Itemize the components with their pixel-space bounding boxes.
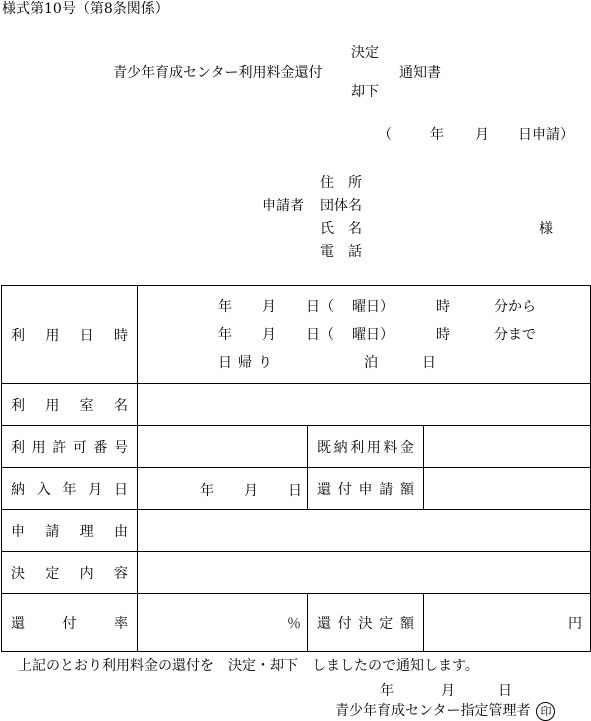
application-date-open: （ <box>378 127 392 143</box>
row-usage-datetime <box>2 286 591 384</box>
applicant-label: 申請者 <box>262 198 304 214</box>
footer-month: 月 <box>441 683 455 699</box>
row-reason <box>2 510 591 552</box>
applicant-honorific: 様 <box>539 221 553 237</box>
footer-issuer: 青少年育成センター指定管理者 <box>335 703 531 719</box>
payment-date-label: 納 入 年 月 日 <box>2 468 138 510</box>
refund-requested-field[interactable] <box>424 468 591 510</box>
title-option-decide: 決定 <box>351 45 379 61</box>
applicant-address-label: 住 所 <box>320 175 362 191</box>
row-payment <box>2 468 591 510</box>
payment-date-field[interactable]: 年 月 日 <box>138 468 308 510</box>
decision-field[interactable] <box>138 552 591 594</box>
decision-label: 決 定 内 容 <box>2 552 138 594</box>
applicant-phone-label: 電 話 <box>320 244 362 260</box>
reason-field[interactable] <box>138 510 591 552</box>
paid-fee-label: 既 納 利 用 料 金 <box>308 426 424 468</box>
room-name-field[interactable] <box>138 384 591 426</box>
percent-unit: ％ <box>287 615 301 632</box>
permit-no-field[interactable] <box>138 426 308 468</box>
row-room-name <box>2 384 591 426</box>
refund-requested-label: 還 付 申 請 額 <box>308 468 424 510</box>
refund-form-table <box>1 285 591 652</box>
application-date-year: 年 <box>430 127 444 143</box>
usage-datetime-label: 利 用 日 時 <box>2 286 138 384</box>
footer-issuer-line <box>335 700 555 721</box>
paid-fee-field[interactable] <box>424 426 591 468</box>
row-refund-rate <box>2 594 591 652</box>
room-name-label: 利 用 室 名 <box>2 384 138 426</box>
application-date-month: 月 <box>475 127 489 143</box>
refund-decided-label: 還 付 決 定 額 <box>308 594 424 652</box>
seal-icon: 印 <box>536 702 555 721</box>
footer-year: 年 <box>380 683 394 699</box>
applicant-group-label: 団体名 <box>320 198 362 214</box>
applicant-name-label: 氏 名 <box>320 221 362 237</box>
title-subject: 青少年育成センター利用料金還付 <box>113 65 323 81</box>
row-permit <box>2 426 591 468</box>
permit-no-label: 利 用 許 可 番 号 <box>2 426 138 468</box>
footer-day: 日 <box>498 683 512 699</box>
refund-rate-label: 還 付 率 <box>2 594 138 652</box>
form-id: 様式第10号（第8条関係） <box>2 1 169 17</box>
refund-rate-field[interactable] <box>138 594 308 652</box>
footer-notice: 上記のとおり利用料金の還付を 決定・却下 しましたので通知します。 <box>18 658 479 674</box>
yen-unit: 円 <box>568 615 583 632</box>
reason-label: 申 請 理 由 <box>2 510 138 552</box>
title-suffix: 通知書 <box>399 65 441 81</box>
refund-decided-field[interactable] <box>424 594 591 652</box>
usage-datetime-cell[interactable]: 年 月 日（ 曜日） 時 分から 年 月 日（ 曜日） 時 分まで 日帰り 泊 日 <box>138 286 591 384</box>
title-option-reject: 却下 <box>351 84 379 100</box>
application-date-day: 日申請） <box>518 127 574 143</box>
row-decision <box>2 552 591 594</box>
